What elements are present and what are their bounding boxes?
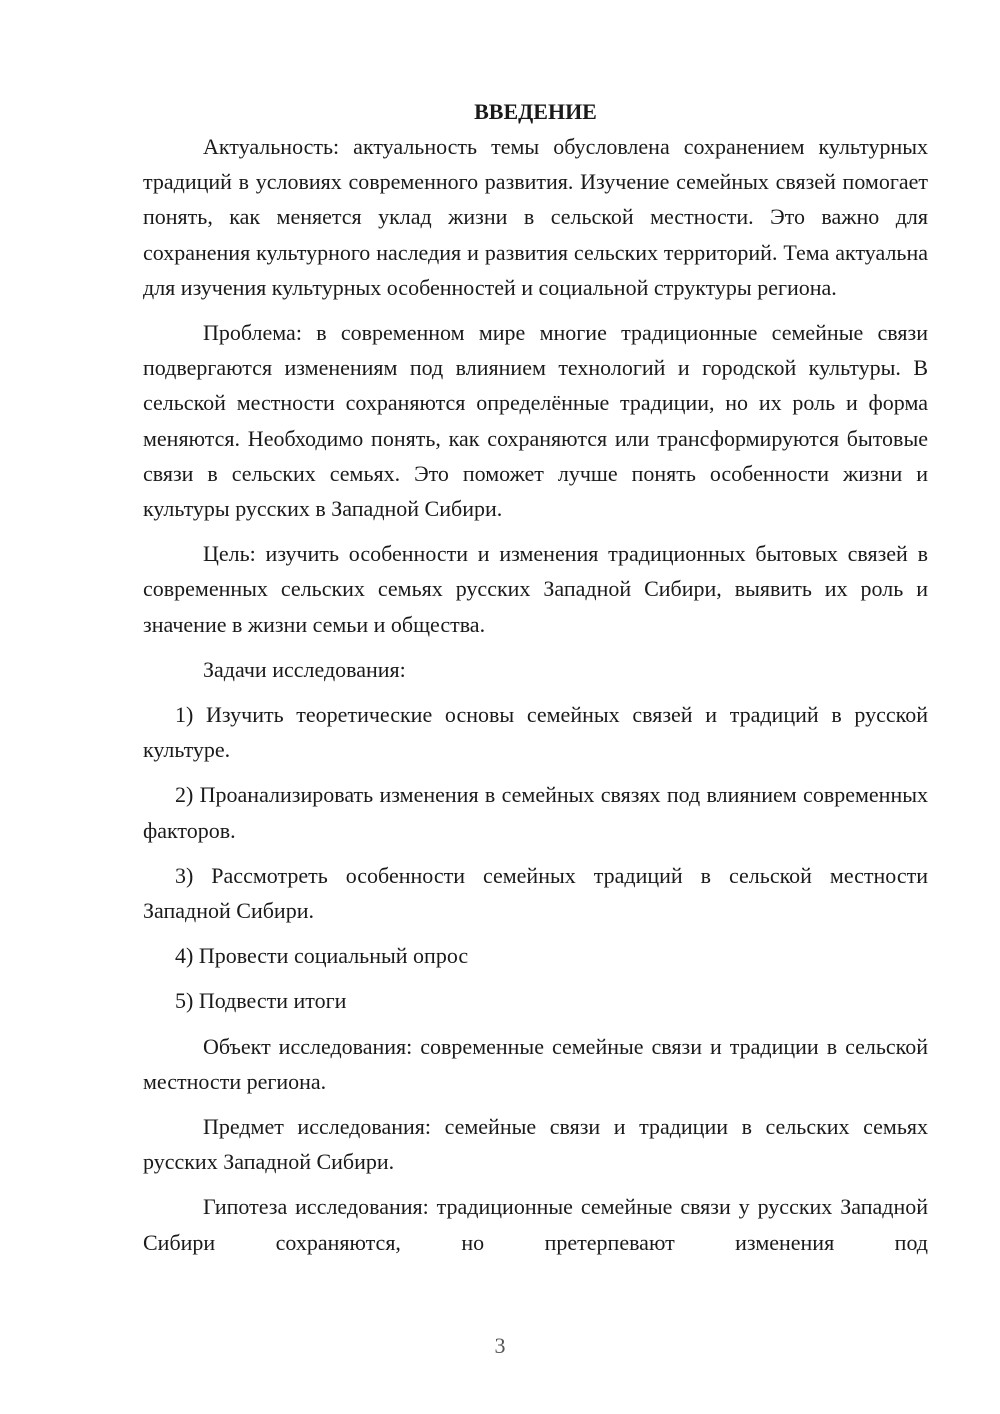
- problem-paragraph: Проблема: в современном мире многие традиционные семейные связи подвергаются изменениям под влиянием технологий и городской культуры. В сельской местности сохраняются определённые традиции, но их роль и форма меняются. Необходимо понять, как сохраняются или трансформируются бытовые связи в сельских семьях. Это поможет лучше понять особенности жизни и культуры русских в Западной Сибири.: [143, 320, 928, 522]
- task-item-2: 2) Проанализировать изменения в семейных связях под влиянием современных факторов.: [143, 782, 928, 843]
- document-page: [143, 94, 928, 1270]
- task-item-3: 3) Рассмотреть особенности семейных традиций в сельской местности Западной Сибири.: [143, 862, 928, 924]
- relevance-paragraph: Актуальность: актуальность темы обусловлена сохранением культурных традиций в условиях современного развития. Изучение семейных связей помогает понять, как меняется уклад жизни в сельской местности. Это важно для сохранения культурного наследия и развития сельских территорий. Тема актуальна для изучения культурных особенностей и социальной структуры региона.: [143, 134, 928, 300]
- hypothesis-paragraph: Гипотеза исследования: традиционные семейные связи у русских Западной Сибири сохраняются, но претерпевают изменения под: [143, 1194, 928, 1255]
- task-item-4: 4) Провести социальный опрос: [175, 943, 469, 969]
- task-item-1: 1) Изучить теоретические основы семейных связей и традиций в русской культуре.: [143, 702, 928, 763]
- goal-paragraph: Цель: изучить особенности и изменения традиционных бытовых связей в современных сельских семьях русских Западной Сибири, выявить их роль и значение в жизни семьи и общества.: [143, 541, 928, 637]
- task-item-5: 5) Подвести итоги: [175, 988, 347, 1014]
- tasks-heading: Задачи исследования:: [203, 656, 406, 682]
- page-number: 3: [494, 1333, 506, 1358]
- object-paragraph: Объект исследования: современные семейные связи и традиции в сельской местности региона.: [143, 1033, 928, 1094]
- subject-paragraph: Предмет исследования: семейные связи и традиции в сельских семьях русских Западной Сибири.: [143, 1114, 928, 1175]
- section-title: ВВЕДЕНИЕ: [474, 99, 597, 124]
